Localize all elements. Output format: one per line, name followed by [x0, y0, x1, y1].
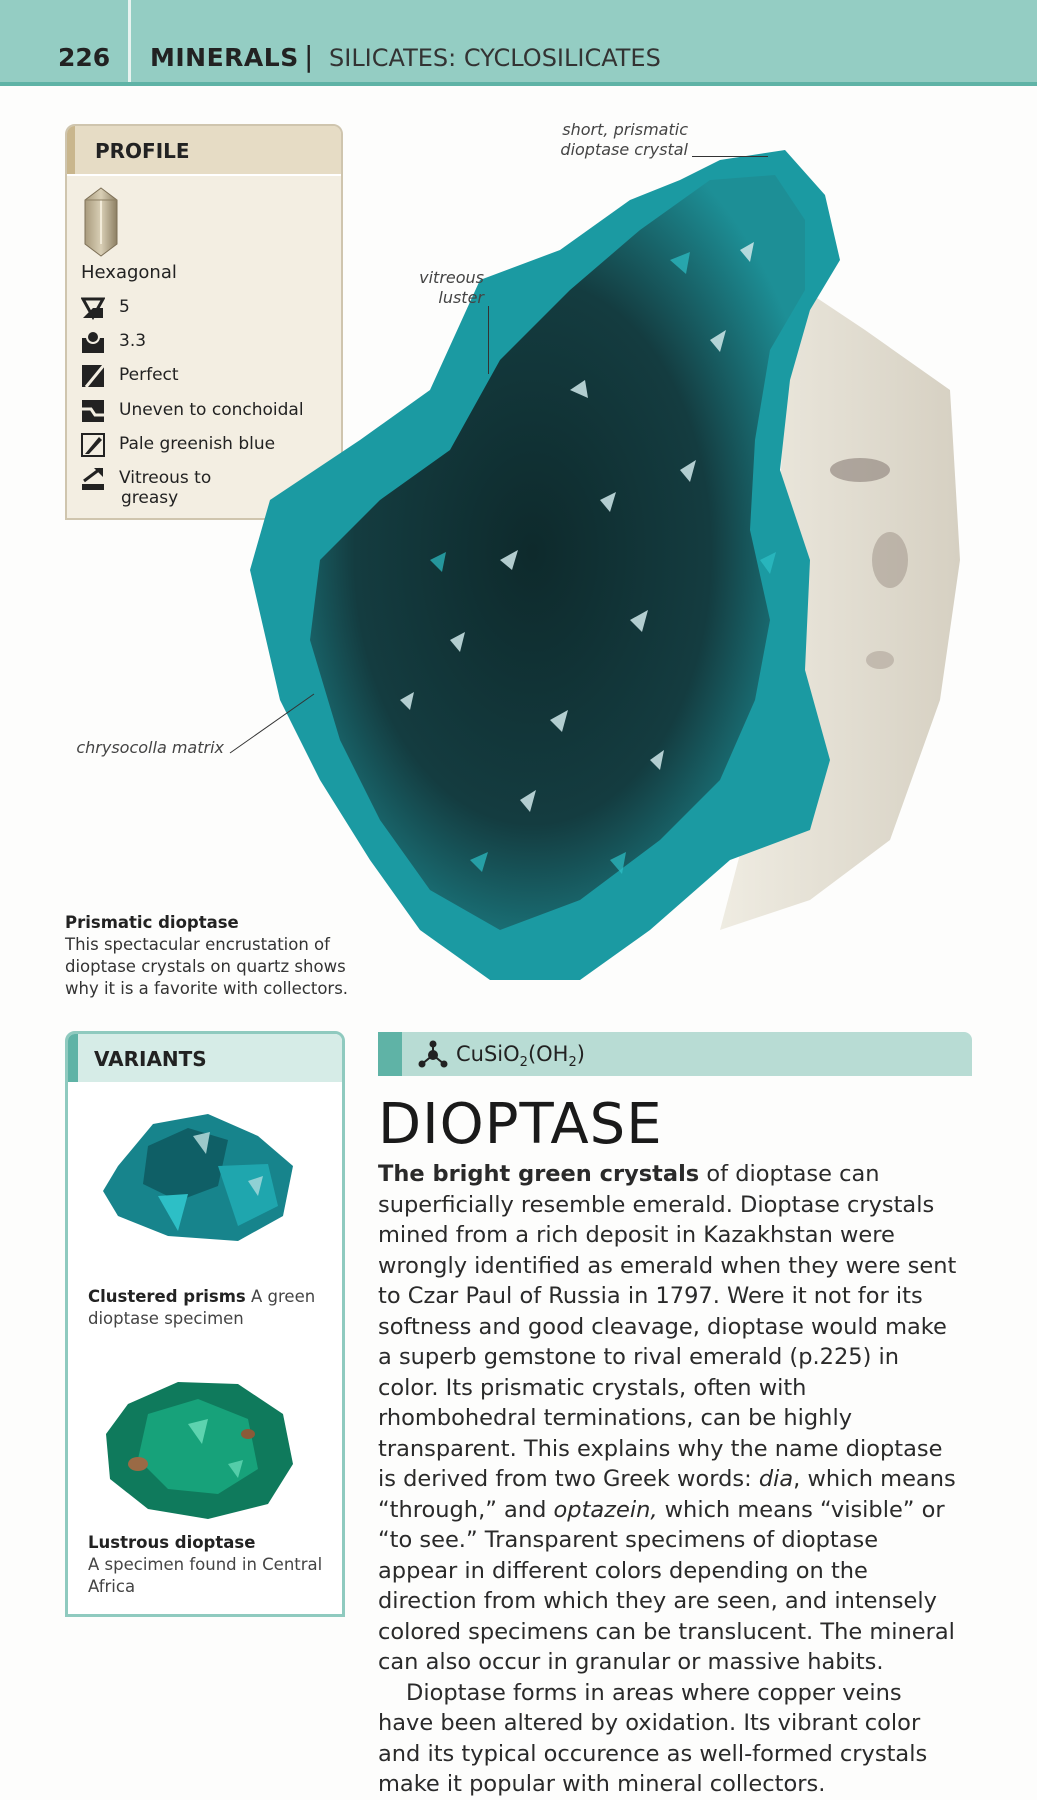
- variants-title: VARIANTS: [94, 1047, 207, 1071]
- cleavage-value: Perfect: [119, 365, 179, 385]
- callout-matrix: chrysocolla matrix: [76, 738, 224, 757]
- luster-value-line2: greasy: [121, 488, 179, 508]
- section-title: MINERALS: [150, 43, 299, 72]
- formula-bar: [378, 1032, 972, 1076]
- variant-2-title: Lustrous dioptase: [88, 1533, 256, 1552]
- callout-crystal-leader: [692, 156, 768, 157]
- callout-luster: [400, 268, 484, 308]
- callout-matrix-leader: [228, 690, 318, 756]
- chemical-formula: $CuSiO_2(OH_2)$: [456, 1042, 585, 1071]
- variant-1-title: Clustered prisms: [88, 1287, 246, 1306]
- fracture-icon: [81, 399, 105, 423]
- header-separator: |: [304, 40, 314, 73]
- variant-2-text: A specimen found in Central Africa: [88, 1555, 323, 1596]
- variant-1-text: A green dioptase specimen: [88, 1287, 316, 1328]
- hexagonal-crystal-icon: [81, 186, 121, 258]
- cleavage-icon: [81, 364, 105, 388]
- subsection-title: SILICATES: CYCLOSILICATES: [329, 44, 661, 72]
- luster-value-line1: Vitreous to: [119, 468, 212, 488]
- variants-box: [65, 1031, 345, 1617]
- page-number: 226: [58, 43, 111, 72]
- streak-icon: [81, 433, 105, 457]
- variant-caption-2: [88, 1532, 328, 1598]
- article-paragraph-2: Dioptase forms in areas where copper veins have been altered by oxidation. Its vibrant color and its typical occurence as well-formed crystals make it popular with mineral collectors.: [378, 1679, 928, 1797]
- callout-crystal: [540, 120, 688, 160]
- page-header: [0, 0, 1037, 86]
- main-caption: [65, 912, 355, 1000]
- luster-icon: [81, 467, 105, 491]
- header-divider: [128, 0, 131, 82]
- hardness-icon: [81, 296, 105, 320]
- dioptase-specimen-image: [250, 140, 970, 990]
- crystal-system: Hexagonal: [81, 262, 177, 283]
- specific-gravity-value: 3.3: [119, 331, 147, 351]
- clustered-prisms-image: [98, 1106, 298, 1246]
- hardness-value: 5: [119, 297, 130, 317]
- streak-value: Pale greenish blue: [119, 434, 276, 454]
- variants-tab: [68, 1034, 78, 1082]
- specific-gravity-icon: [81, 330, 105, 354]
- profile-tab: [67, 126, 75, 174]
- callout-luster-leader: [488, 306, 489, 374]
- fracture-value: Uneven to conchoidal: [119, 400, 304, 420]
- mineral-title: DIOPTASE: [378, 1092, 663, 1157]
- callout-crystal-line1: short, prismatic: [562, 120, 688, 139]
- main-caption-text: This spectacular encrustation of dioptase crystals on quartz shows why it is a favorite with collectors.: [65, 935, 349, 998]
- article-paragraph-1: The bright green crystals of dioptase can superficially resemble emerald. Dioptase crystals mined from a rich deposit in Kazakhstan were wrongly identified as emerald when they were sent to Czar Paul of Russia in 1797. Were it not for its softness and good cleavage, dioptase would make a superb gemstone to rival emerald (p.225) in color. Its prismatic crystals, often with rhombohedral terminations, can be highly transparent. This explains why the name dioptase is derived from two Greek words: dia, which means “through,” and optazein, which means “visible” or “to see.” Transparent specimens of dioptase appear in different colors depending on the direction from which they are seen, and intensely colored specimens can be translucent. The mineral can also occur in granular or massive habits.: [378, 1161, 957, 1675]
- profile-title: PROFILE: [95, 139, 190, 163]
- formula-tab: [378, 1032, 402, 1076]
- molecule-icon: [418, 1040, 448, 1068]
- variant-caption-1: [88, 1286, 328, 1330]
- callout-luster-line1: vitreous: [419, 268, 484, 287]
- callout-luster-line2: luster: [438, 288, 484, 307]
- lustrous-dioptase-image: [98, 1374, 298, 1524]
- callout-crystal-line2: dioptase crystal: [560, 140, 688, 159]
- main-caption-title: Prismatic dioptase: [65, 913, 239, 932]
- variants-header: [68, 1034, 342, 1084]
- article-body: [378, 1159, 960, 1800]
